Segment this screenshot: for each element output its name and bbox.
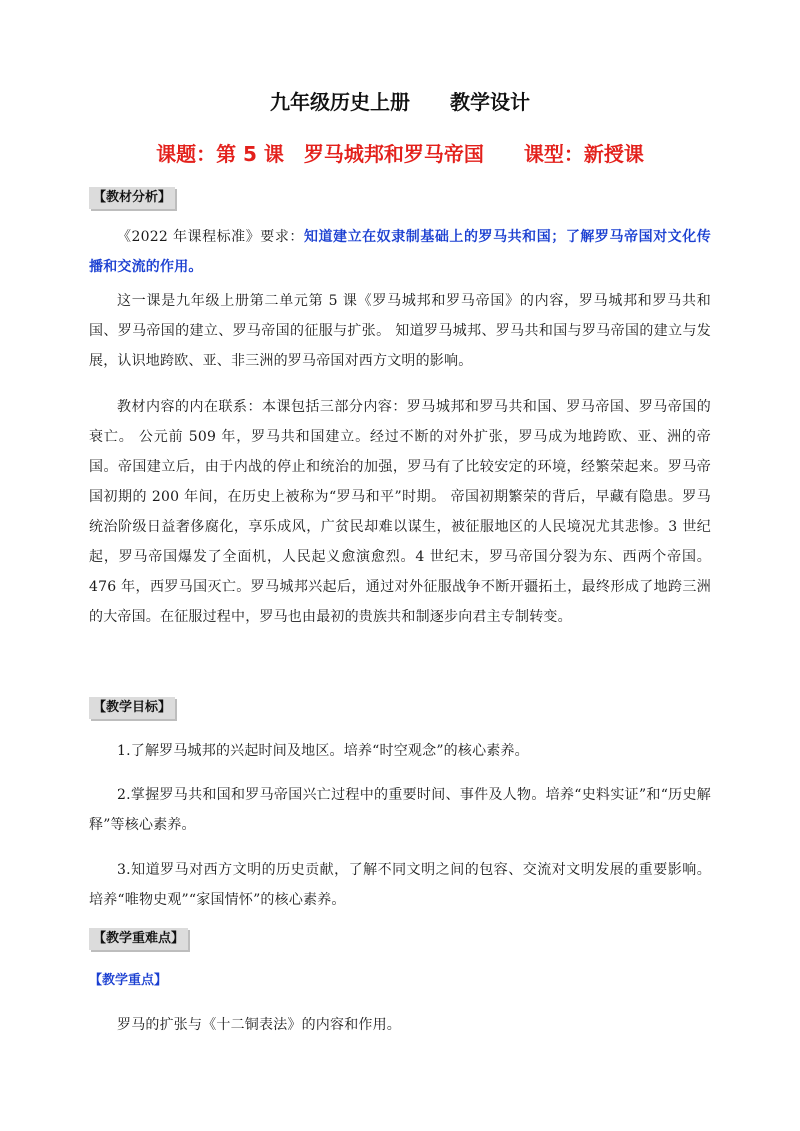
standard-requirement: 知道建立在奴隶制基础上的罗马共和国；了解罗马帝国对文化传播和交流的作用。 — [89, 229, 711, 275]
sub-label-key-focus: 【教学重点】 — [89, 973, 168, 988]
goal-item-3: 3.知道罗马对西方文明的历史贡献，了解不同文明之间的包容、交流对文明发展的重要影响。培养“唯物史观”“家国情怀”的核心素养。 — [89, 862, 711, 908]
goal-item-1: 1.了解罗马城邦的兴起时间及地区。培养“时空观念”的核心素养。 — [117, 743, 529, 759]
analysis-paragraph-2: 教材内容的内在联系：本课包括三部分内容：罗马城邦和罗马共和国、罗马帝国、罗马帝国的衰亡。 公元前 509 年，罗马共和国建立。经过不断的对外扩张，罗马成为地跨欧、亚、洲的帝国。帝国建立后，由于内战的停止和统治的加强，罗马有了比较安定的环境，经繁荣起来。罗马帝国初期的 200 年间，在历史上被称为“罗马和平”时期。 帝国初期繁荣的背后，早藏有隐患。罗马统治阶级日益奢侈腐化，享乐成风，广贫民却难以谋生，被征服地区的人民境况尤其悲惨。3 世纪起，罗马帝国爆发了全面机，人民起义愈演愈烈。4 世纪末，罗马帝国分裂为东、西两个帝国。476 年，西罗马国灭亡。罗马城邦兴起后，通过对外征服战争不断开疆拓土，最终形成了地跨三洲的大帝国。在征服过程中，罗马也由最初的贵族共和制逐步向君主专制转变。 — [89, 399, 711, 625]
lesson-subtitle: 课题：第 5 课 罗马城邦和罗马帝国 课型：新授课 — [156, 142, 644, 166]
section-label-analysis: 【教材分析】 — [89, 187, 175, 209]
section-label-keypoints: 【教学重难点】 — [89, 928, 188, 950]
standard-prefix: 《2022 年课程标准》要求： — [117, 229, 304, 245]
curriculum-standard-paragraph — [89, 222, 711, 282]
analysis-paragraph-1: 这一课是九年级上册第二单元第 5 课《罗马城邦和罗马帝国》的内容，罗马城邦和罗马共和国、罗马帝国的建立、罗马帝国的征服与扩张。 知道罗马城邦、罗马共和国与罗马帝国的建立与发展，认识地跨欧、亚、非三洲的罗马帝国对西方文明的影响。 — [89, 293, 711, 369]
section-label-goals: 【教学目标】 — [89, 697, 175, 719]
goal-item-2: 2.掌握罗马共和国和罗马帝国兴亡过程中的重要时间、事件及人物。培养“史料实证”和“历史解释”等核心素养。 — [89, 787, 711, 833]
key-focus-text: 罗马的扩张与《十二铜表法》的内容和作用。 — [117, 1017, 401, 1033]
document-title: 九年级历史上册 教学设计 — [270, 90, 530, 114]
